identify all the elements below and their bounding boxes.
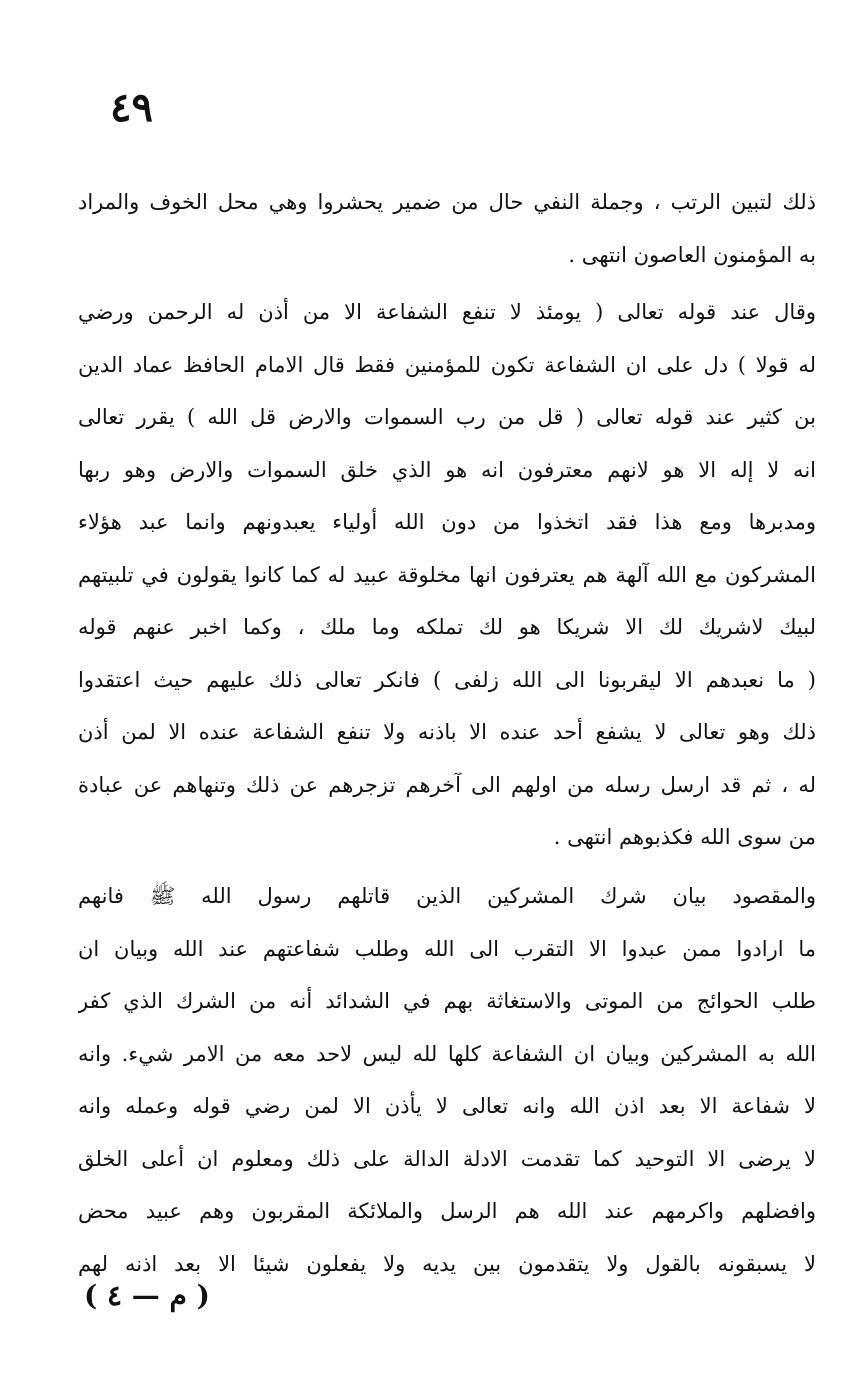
text-line: وافضلهم واكرمهم عند الله هم الرسل والملائكة المقربون وهم عبيد محض [78, 1199, 816, 1223]
text-line: ذلك لتبين الرتب ، وجملة النفي حال من ضمير يحشروا وهي محل الخوف والمراد [78, 190, 816, 214]
text-line: به المؤمنون العاصون انتهى . [568, 242, 816, 267]
paragraph-1 [78, 176, 816, 281]
text-line: له قولا ) دل على ان الشفاعة تكون للمؤمنين فقط قال الامام الحافظ عماد الدين [78, 352, 816, 377]
text-line: ومدبرها ومع هذا فقد اتخذوا من دون الله أولياء يعبدونهم وانما عبد هؤلاء [78, 510, 816, 534]
text-line: المشركون مع الله آلهة هم يعترفون انها مخلوقة عبيد له كما كانوا يقولون في تلبيتهم [78, 562, 816, 587]
text-line: بن كثير عند قوله تعالى ( قل من رب السموات والارض قل الله ) يقرر تعالى [78, 405, 816, 429]
text-line: له ، ثم قد ارسل رسله من اولهم الى آخرهم تزجرهم عن ذلك وتنهاهم عن عبادة [78, 772, 816, 797]
text-line: الله به المشركين وبيان ان الشفاعة كلها لله ليس لاحد معه من الامر شيء. وانه [78, 1041, 816, 1066]
text-line: لبيك لاشريك لك الا شريكا هو لك تملكه وما ملك ، وكما اخبر عنهم قوله [78, 615, 816, 639]
text-line: طلب الحوائج من الموتى والاستغاثة بهم في الشدائد أنه من الشرك الذي كفر [78, 989, 816, 1013]
text-line: وقال عند قوله تعالى ( يومئذ لا تنفع الشفاعة الا من أذن له الرحمن ورضي [78, 300, 816, 324]
paragraph-2 [78, 286, 816, 864]
signature-mark: ( م — ٤ ) [84, 1279, 210, 1312]
text-line: ( ما نعبدهم الا ليقربونا الى الله زلفى ) فانكر تعالى ذلك عليهم حيث اعتقدوا [78, 667, 816, 692]
text-line: ذلك وهو تعالى لا يشفع أحد عنده الا باذنه ولا تنفع الشفاعة عنده الا لمن أذن [78, 720, 816, 744]
paragraph-3 [78, 870, 816, 1290]
page-number: ٤٩ [110, 84, 153, 131]
text-line: من سوى الله فكذبوهم انتهى . [553, 825, 816, 849]
text-line: لا يسبقونه بالقول ولا يتقدمون بين يديه ولا يفعلون شيئا الا بعد اذنه لهم [78, 1251, 816, 1276]
text-line: انه لا إله الا هو لانهم معترفون انه هو الذي خلق السموات والارض وهو ربها [78, 457, 816, 482]
text-line: والمقصود بيان شرك المشركين الذين قاتلهم رسول الله ﷺ فانهم [78, 884, 816, 908]
text-line: ما ارادوا ممن عبدوا الا التقرب الى الله وطلب شفاعتهم عند الله وبيان ان [78, 936, 816, 961]
text-line: لا شفاعة الا بعد اذن الله وانه تعالى لا يأذن الا لمن رضي قوله وعمله وانه [78, 1094, 816, 1118]
text-line: لا يرضى الا التوحيد كما تقدمت الادلة الدالة على ذلك ومعلوم ان أعلى الخلق [78, 1146, 816, 1171]
